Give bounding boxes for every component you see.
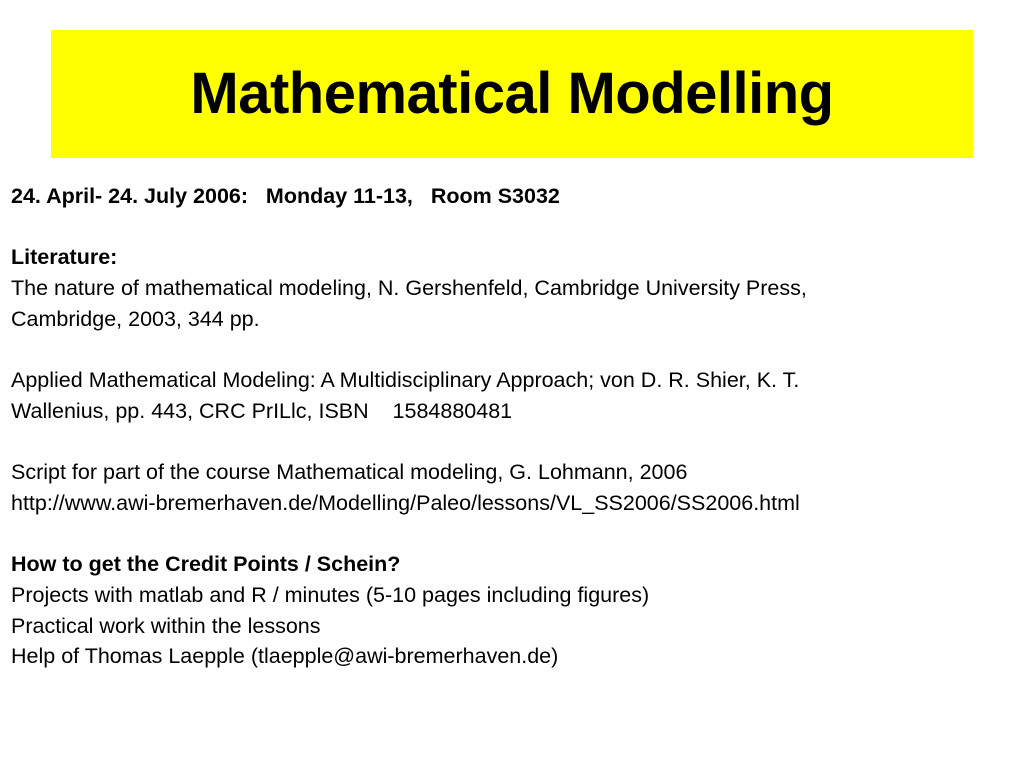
- literature-ref-2-line-1: Applied Mathematical Modeling: A Multidisciplinary Approach; von D. R. Shier, K. T.: [11, 368, 800, 393]
- credit-item: Practical work within the lessons: [11, 613, 321, 638]
- literature-ref-1-line-1: The nature of mathematical modeling, N. Gershenfeld, Cambridge University Press,: [11, 276, 807, 301]
- credit-item: Projects with matlab and R / minutes (5-10 pages including figures): [11, 583, 650, 608]
- literature-ref-2-line-2: Wallenius, pp. 443, CRC PrILlc, ISBN 1584880481: [11, 398, 513, 423]
- title-banner: [51, 30, 973, 158]
- slide-body: [11, 181, 1016, 672]
- literature-ref-1-line-2: Cambridge, 2003, 344 pp.: [11, 306, 260, 331]
- credit-heading: How to get the Credit Points / Schein?: [11, 552, 401, 577]
- spacer: [11, 212, 1016, 243]
- spacer: [11, 519, 1016, 550]
- literature-heading: Literature:: [11, 245, 118, 270]
- slide-title: Mathematical Modelling: [190, 61, 834, 126]
- spacer: [11, 335, 1016, 366]
- literature-ref-3-url: http://www.awi-bremerhaven.de/Modelling/Paleo/lessons/VL_SS2006/SS2006.html: [11, 490, 800, 515]
- literature-ref-3-line-1: Script for part of the course Mathematical modeling, G. Lohmann, 2006: [11, 460, 688, 485]
- course-date-line: 24. April- 24. July 2006: Monday 11-13, Room S3032: [11, 184, 560, 208]
- credit-item: Help of Thomas Laepple (tlaepple@awi-bremerhaven.de): [11, 644, 559, 669]
- spacer: [11, 427, 1016, 458]
